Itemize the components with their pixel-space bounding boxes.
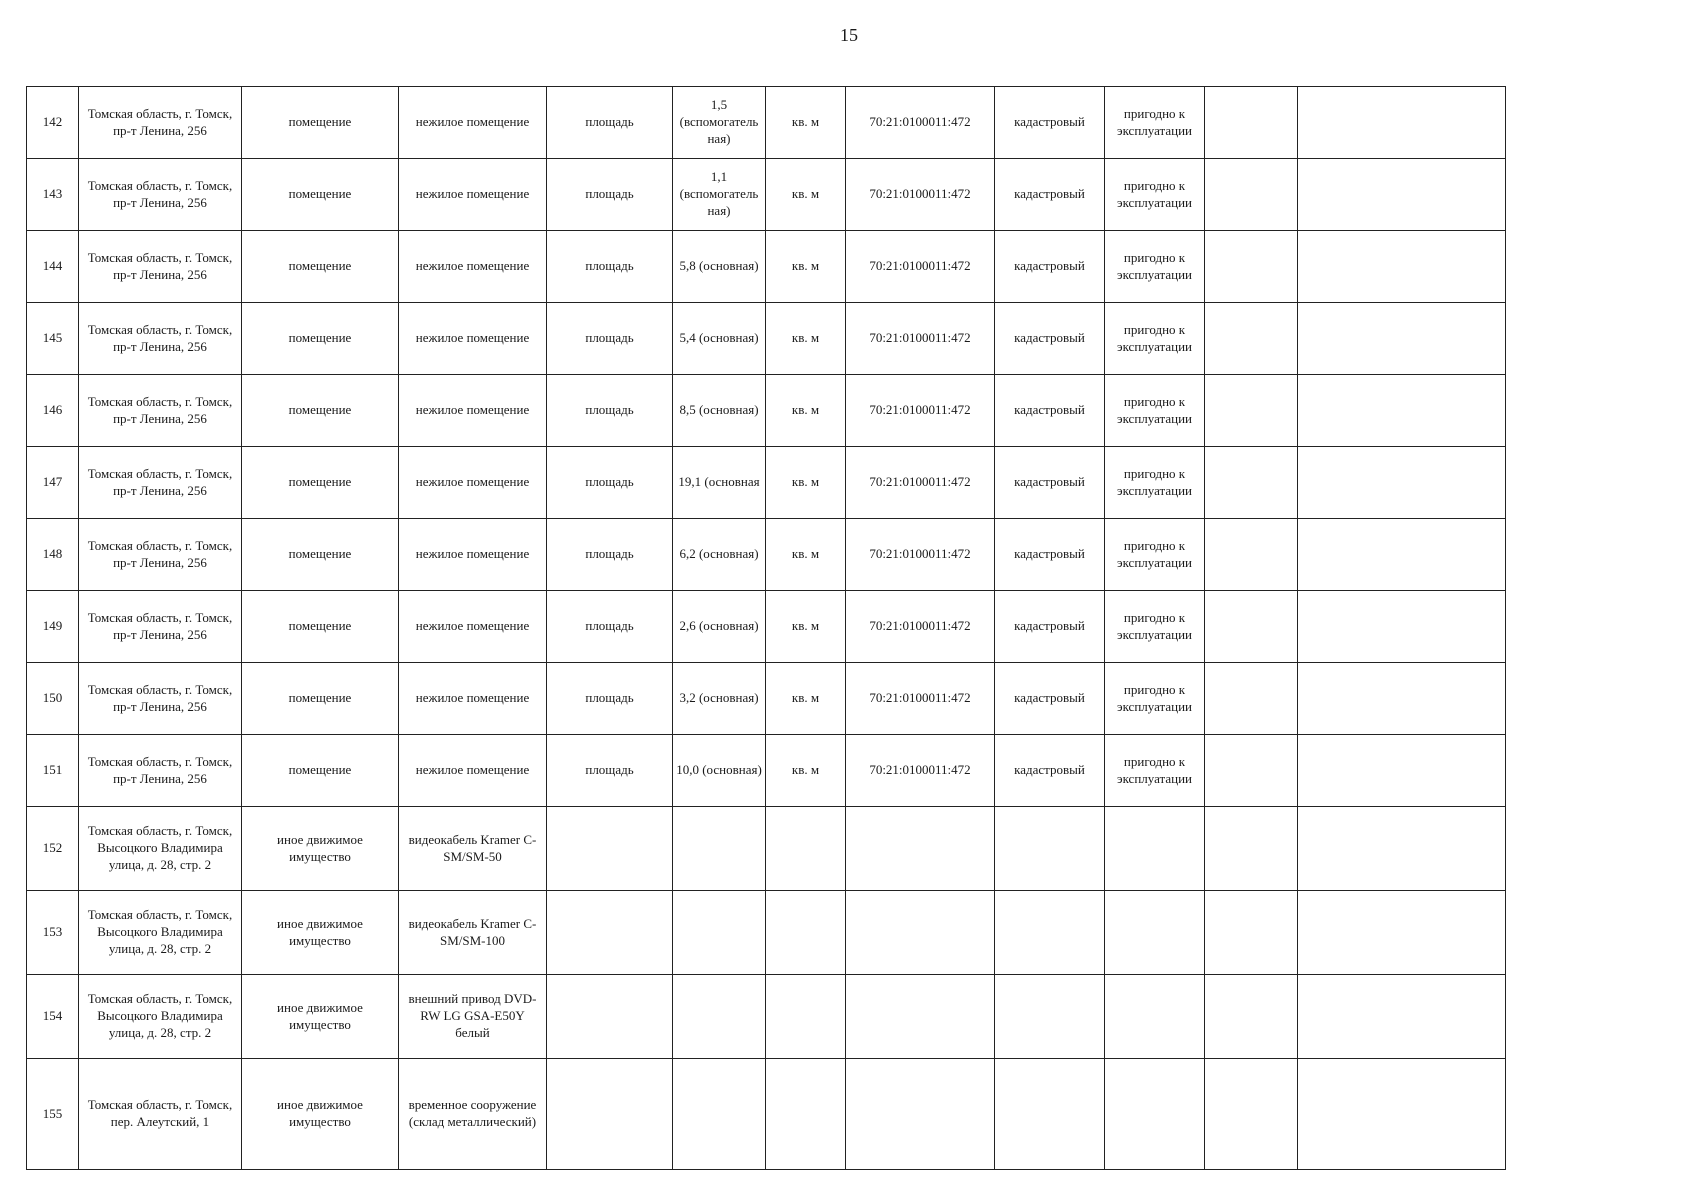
identifier-type-cell: [995, 891, 1105, 975]
row-number-cell: 143: [27, 159, 79, 231]
table-row: [27, 1059, 1506, 1170]
table-row: [27, 663, 1506, 735]
identifier-type-cell: кадастровый: [995, 375, 1105, 447]
address-cell: Томская область, г. Томск, пр-т Ленина, 256: [79, 519, 242, 591]
condition-cell: пригодно к эксплуатации: [1105, 735, 1205, 807]
condition-cell: [1105, 807, 1205, 891]
condition-cell: пригодно к эксплуатации: [1105, 519, 1205, 591]
empty-cell: [1298, 807, 1506, 891]
empty-cell: [1205, 375, 1298, 447]
identifier-type-cell: кадастровый: [995, 663, 1105, 735]
table-row: [27, 447, 1506, 519]
parameter-cell: площадь: [547, 303, 673, 375]
value-cell: 2,6 (основная): [673, 591, 766, 663]
address-cell: Томская область, г. Томск, пр-т Ленина, 256: [79, 375, 242, 447]
object-type-cell: помещение: [242, 591, 399, 663]
empty-cell: [1205, 447, 1298, 519]
address-cell: Томская область, г. Томск, пр-т Ленина, 256: [79, 663, 242, 735]
identifier-cell: 70:21:0100011:472: [846, 591, 995, 663]
empty-cell: [1205, 975, 1298, 1059]
object-name-cell: нежилое помещение: [399, 87, 547, 159]
object-type-cell: помещение: [242, 663, 399, 735]
property-registry-table: [26, 86, 1506, 1170]
parameter-cell: площадь: [547, 591, 673, 663]
object-name-cell: нежилое помещение: [399, 231, 547, 303]
table-body: [27, 87, 1506, 1170]
identifier-type-cell: кадастровый: [995, 519, 1105, 591]
parameter-cell: площадь: [547, 159, 673, 231]
address-cell: Томская область, г. Томск, пр-т Ленина, 256: [79, 231, 242, 303]
parameter-cell: площадь: [547, 87, 673, 159]
row-number-cell: 155: [27, 1059, 79, 1170]
table-row: [27, 891, 1506, 975]
unit-cell: кв. м: [766, 87, 846, 159]
identifier-type-cell: кадастровый: [995, 447, 1105, 519]
empty-cell: [1205, 87, 1298, 159]
unit-cell: [766, 807, 846, 891]
empty-cell: [1205, 519, 1298, 591]
empty-cell: [1205, 663, 1298, 735]
unit-cell: [766, 975, 846, 1059]
empty-cell: [1298, 447, 1506, 519]
object-type-cell: помещение: [242, 519, 399, 591]
value-cell: 1,5 (вспомогатель ная): [673, 87, 766, 159]
value-cell: [673, 1059, 766, 1170]
value-cell: 19,1 (основная: [673, 447, 766, 519]
value-cell: 1,1 (вспомогатель ная): [673, 159, 766, 231]
identifier-type-cell: [995, 975, 1105, 1059]
empty-cell: [1298, 375, 1506, 447]
object-type-cell: иное движимое имущество: [242, 1059, 399, 1170]
unit-cell: [766, 891, 846, 975]
parameter-cell: площадь: [547, 375, 673, 447]
parameter-cell: площадь: [547, 231, 673, 303]
identifier-cell: 70:21:0100011:472: [846, 159, 995, 231]
row-number-cell: 146: [27, 375, 79, 447]
condition-cell: пригодно к эксплуатации: [1105, 375, 1205, 447]
address-cell: Томская область, г. Томск, Высоцкого Владимира улица, д. 28, стр. 2: [79, 807, 242, 891]
identifier-cell: [846, 975, 995, 1059]
object-name-cell: нежилое помещение: [399, 447, 547, 519]
address-cell: Томская область, г. Томск, Высоцкого Владимира улица, д. 28, стр. 2: [79, 975, 242, 1059]
unit-cell: кв. м: [766, 591, 846, 663]
empty-cell: [1298, 663, 1506, 735]
value-cell: 3,2 (основная): [673, 663, 766, 735]
unit-cell: [766, 1059, 846, 1170]
identifier-cell: [846, 891, 995, 975]
condition-cell: пригодно к эксплуатации: [1105, 159, 1205, 231]
condition-cell: пригодно к эксплуатации: [1105, 447, 1205, 519]
condition-cell: пригодно к эксплуатации: [1105, 231, 1205, 303]
value-cell: [673, 891, 766, 975]
identifier-cell: [846, 807, 995, 891]
address-cell: Томская область, г. Томск, пр-т Ленина, 256: [79, 159, 242, 231]
object-name-cell: нежилое помещение: [399, 375, 547, 447]
value-cell: 10,0 (основная): [673, 735, 766, 807]
empty-cell: [1298, 303, 1506, 375]
unit-cell: кв. м: [766, 231, 846, 303]
object-type-cell: иное движимое имущество: [242, 975, 399, 1059]
value-cell: 5,4 (основная): [673, 303, 766, 375]
address-cell: Томская область, г. Томск, пр-т Ленина, 256: [79, 591, 242, 663]
empty-cell: [1298, 591, 1506, 663]
identifier-type-cell: кадастровый: [995, 735, 1105, 807]
identifier-cell: 70:21:0100011:472: [846, 735, 995, 807]
object-name-cell: временное сооружение (склад металлический): [399, 1059, 547, 1170]
address-cell: Томская область, г. Томск, пр-т Ленина, 256: [79, 87, 242, 159]
identifier-type-cell: кадастровый: [995, 87, 1105, 159]
address-cell: Томская область, г. Томск, Высоцкого Владимира улица, д. 28, стр. 2: [79, 891, 242, 975]
identifier-cell: 70:21:0100011:472: [846, 303, 995, 375]
table-row: [27, 735, 1506, 807]
condition-cell: пригодно к эксплуатации: [1105, 303, 1205, 375]
object-name-cell: нежилое помещение: [399, 303, 547, 375]
condition-cell: [1105, 1059, 1205, 1170]
condition-cell: пригодно к эксплуатации: [1105, 87, 1205, 159]
row-number-cell: 150: [27, 663, 79, 735]
empty-cell: [1298, 159, 1506, 231]
value-cell: 6,2 (основная): [673, 519, 766, 591]
parameter-cell: [547, 891, 673, 975]
unit-cell: кв. м: [766, 735, 846, 807]
table-row: [27, 519, 1506, 591]
empty-cell: [1298, 891, 1506, 975]
object-type-cell: помещение: [242, 447, 399, 519]
parameter-cell: площадь: [547, 519, 673, 591]
parameter-cell: площадь: [547, 735, 673, 807]
identifier-cell: 70:21:0100011:472: [846, 87, 995, 159]
unit-cell: кв. м: [766, 159, 846, 231]
object-type-cell: помещение: [242, 735, 399, 807]
empty-cell: [1205, 303, 1298, 375]
parameter-cell: площадь: [547, 447, 673, 519]
identifier-cell: 70:21:0100011:472: [846, 519, 995, 591]
empty-cell: [1205, 891, 1298, 975]
row-number-cell: 144: [27, 231, 79, 303]
empty-cell: [1205, 1059, 1298, 1170]
row-number-cell: 148: [27, 519, 79, 591]
unit-cell: кв. м: [766, 447, 846, 519]
empty-cell: [1205, 591, 1298, 663]
identifier-cell: [846, 1059, 995, 1170]
identifier-type-cell: кадастровый: [995, 159, 1105, 231]
empty-cell: [1298, 975, 1506, 1059]
row-number-cell: 145: [27, 303, 79, 375]
condition-cell: [1105, 975, 1205, 1059]
table-row: [27, 87, 1506, 159]
table-row: [27, 159, 1506, 231]
object-type-cell: помещение: [242, 303, 399, 375]
condition-cell: пригодно к эксплуатации: [1105, 663, 1205, 735]
table-row: [27, 807, 1506, 891]
empty-cell: [1298, 87, 1506, 159]
object-name-cell: внешний привод DVD-RW LG GSA-E50Y белый: [399, 975, 547, 1059]
identifier-cell: 70:21:0100011:472: [846, 447, 995, 519]
empty-cell: [1298, 735, 1506, 807]
unit-cell: кв. м: [766, 663, 846, 735]
object-name-cell: нежилое помещение: [399, 159, 547, 231]
object-name-cell: нежилое помещение: [399, 519, 547, 591]
row-number-cell: 151: [27, 735, 79, 807]
address-cell: Томская область, г. Томск, пр-т Ленина, 256: [79, 447, 242, 519]
condition-cell: пригодно к эксплуатации: [1105, 591, 1205, 663]
parameter-cell: [547, 1059, 673, 1170]
address-cell: Томская область, г. Томск, пер. Алеутский, 1: [79, 1059, 242, 1170]
identifier-type-cell: кадастровый: [995, 303, 1105, 375]
object-type-cell: помещение: [242, 159, 399, 231]
object-name-cell: нежилое помещение: [399, 591, 547, 663]
parameter-cell: [547, 975, 673, 1059]
unit-cell: кв. м: [766, 519, 846, 591]
identifier-cell: 70:21:0100011:472: [846, 231, 995, 303]
value-cell: [673, 807, 766, 891]
object-name-cell: видеокабель Kramer C-SM/SM-100: [399, 891, 547, 975]
row-number-cell: 149: [27, 591, 79, 663]
object-name-cell: нежилое помещение: [399, 735, 547, 807]
parameter-cell: площадь: [547, 663, 673, 735]
object-type-cell: иное движимое имущество: [242, 891, 399, 975]
identifier-type-cell: [995, 1059, 1105, 1170]
identifier-type-cell: кадастровый: [995, 231, 1105, 303]
identifier-cell: 70:21:0100011:472: [846, 663, 995, 735]
value-cell: [673, 975, 766, 1059]
unit-cell: кв. м: [766, 375, 846, 447]
object-type-cell: помещение: [242, 231, 399, 303]
object-type-cell: помещение: [242, 375, 399, 447]
row-number-cell: 152: [27, 807, 79, 891]
parameter-cell: [547, 807, 673, 891]
identifier-type-cell: [995, 807, 1105, 891]
table-row: [27, 231, 1506, 303]
address-cell: Томская область, г. Томск, пр-т Ленина, 256: [79, 735, 242, 807]
row-number-cell: 147: [27, 447, 79, 519]
condition-cell: [1105, 891, 1205, 975]
empty-cell: [1298, 231, 1506, 303]
row-number-cell: 142: [27, 87, 79, 159]
object-name-cell: нежилое помещение: [399, 663, 547, 735]
identifier-cell: 70:21:0100011:472: [846, 375, 995, 447]
empty-cell: [1205, 231, 1298, 303]
empty-cell: [1205, 735, 1298, 807]
table-row: [27, 975, 1506, 1059]
identifier-type-cell: кадастровый: [995, 591, 1105, 663]
value-cell: 8,5 (основная): [673, 375, 766, 447]
table-row: [27, 303, 1506, 375]
value-cell: 5,8 (основная): [673, 231, 766, 303]
table-row: [27, 591, 1506, 663]
table-row: [27, 375, 1506, 447]
object-name-cell: видеокабель Kramer C-SM/SM-50: [399, 807, 547, 891]
row-number-cell: 154: [27, 975, 79, 1059]
address-cell: Томская область, г. Томск, пр-т Ленина, 256: [79, 303, 242, 375]
unit-cell: кв. м: [766, 303, 846, 375]
empty-cell: [1205, 159, 1298, 231]
row-number-cell: 153: [27, 891, 79, 975]
page-number: 15: [840, 25, 858, 45]
object-type-cell: помещение: [242, 87, 399, 159]
object-type-cell: иное движимое имущество: [242, 807, 399, 891]
empty-cell: [1205, 807, 1298, 891]
empty-cell: [1298, 1059, 1506, 1170]
empty-cell: [1298, 519, 1506, 591]
